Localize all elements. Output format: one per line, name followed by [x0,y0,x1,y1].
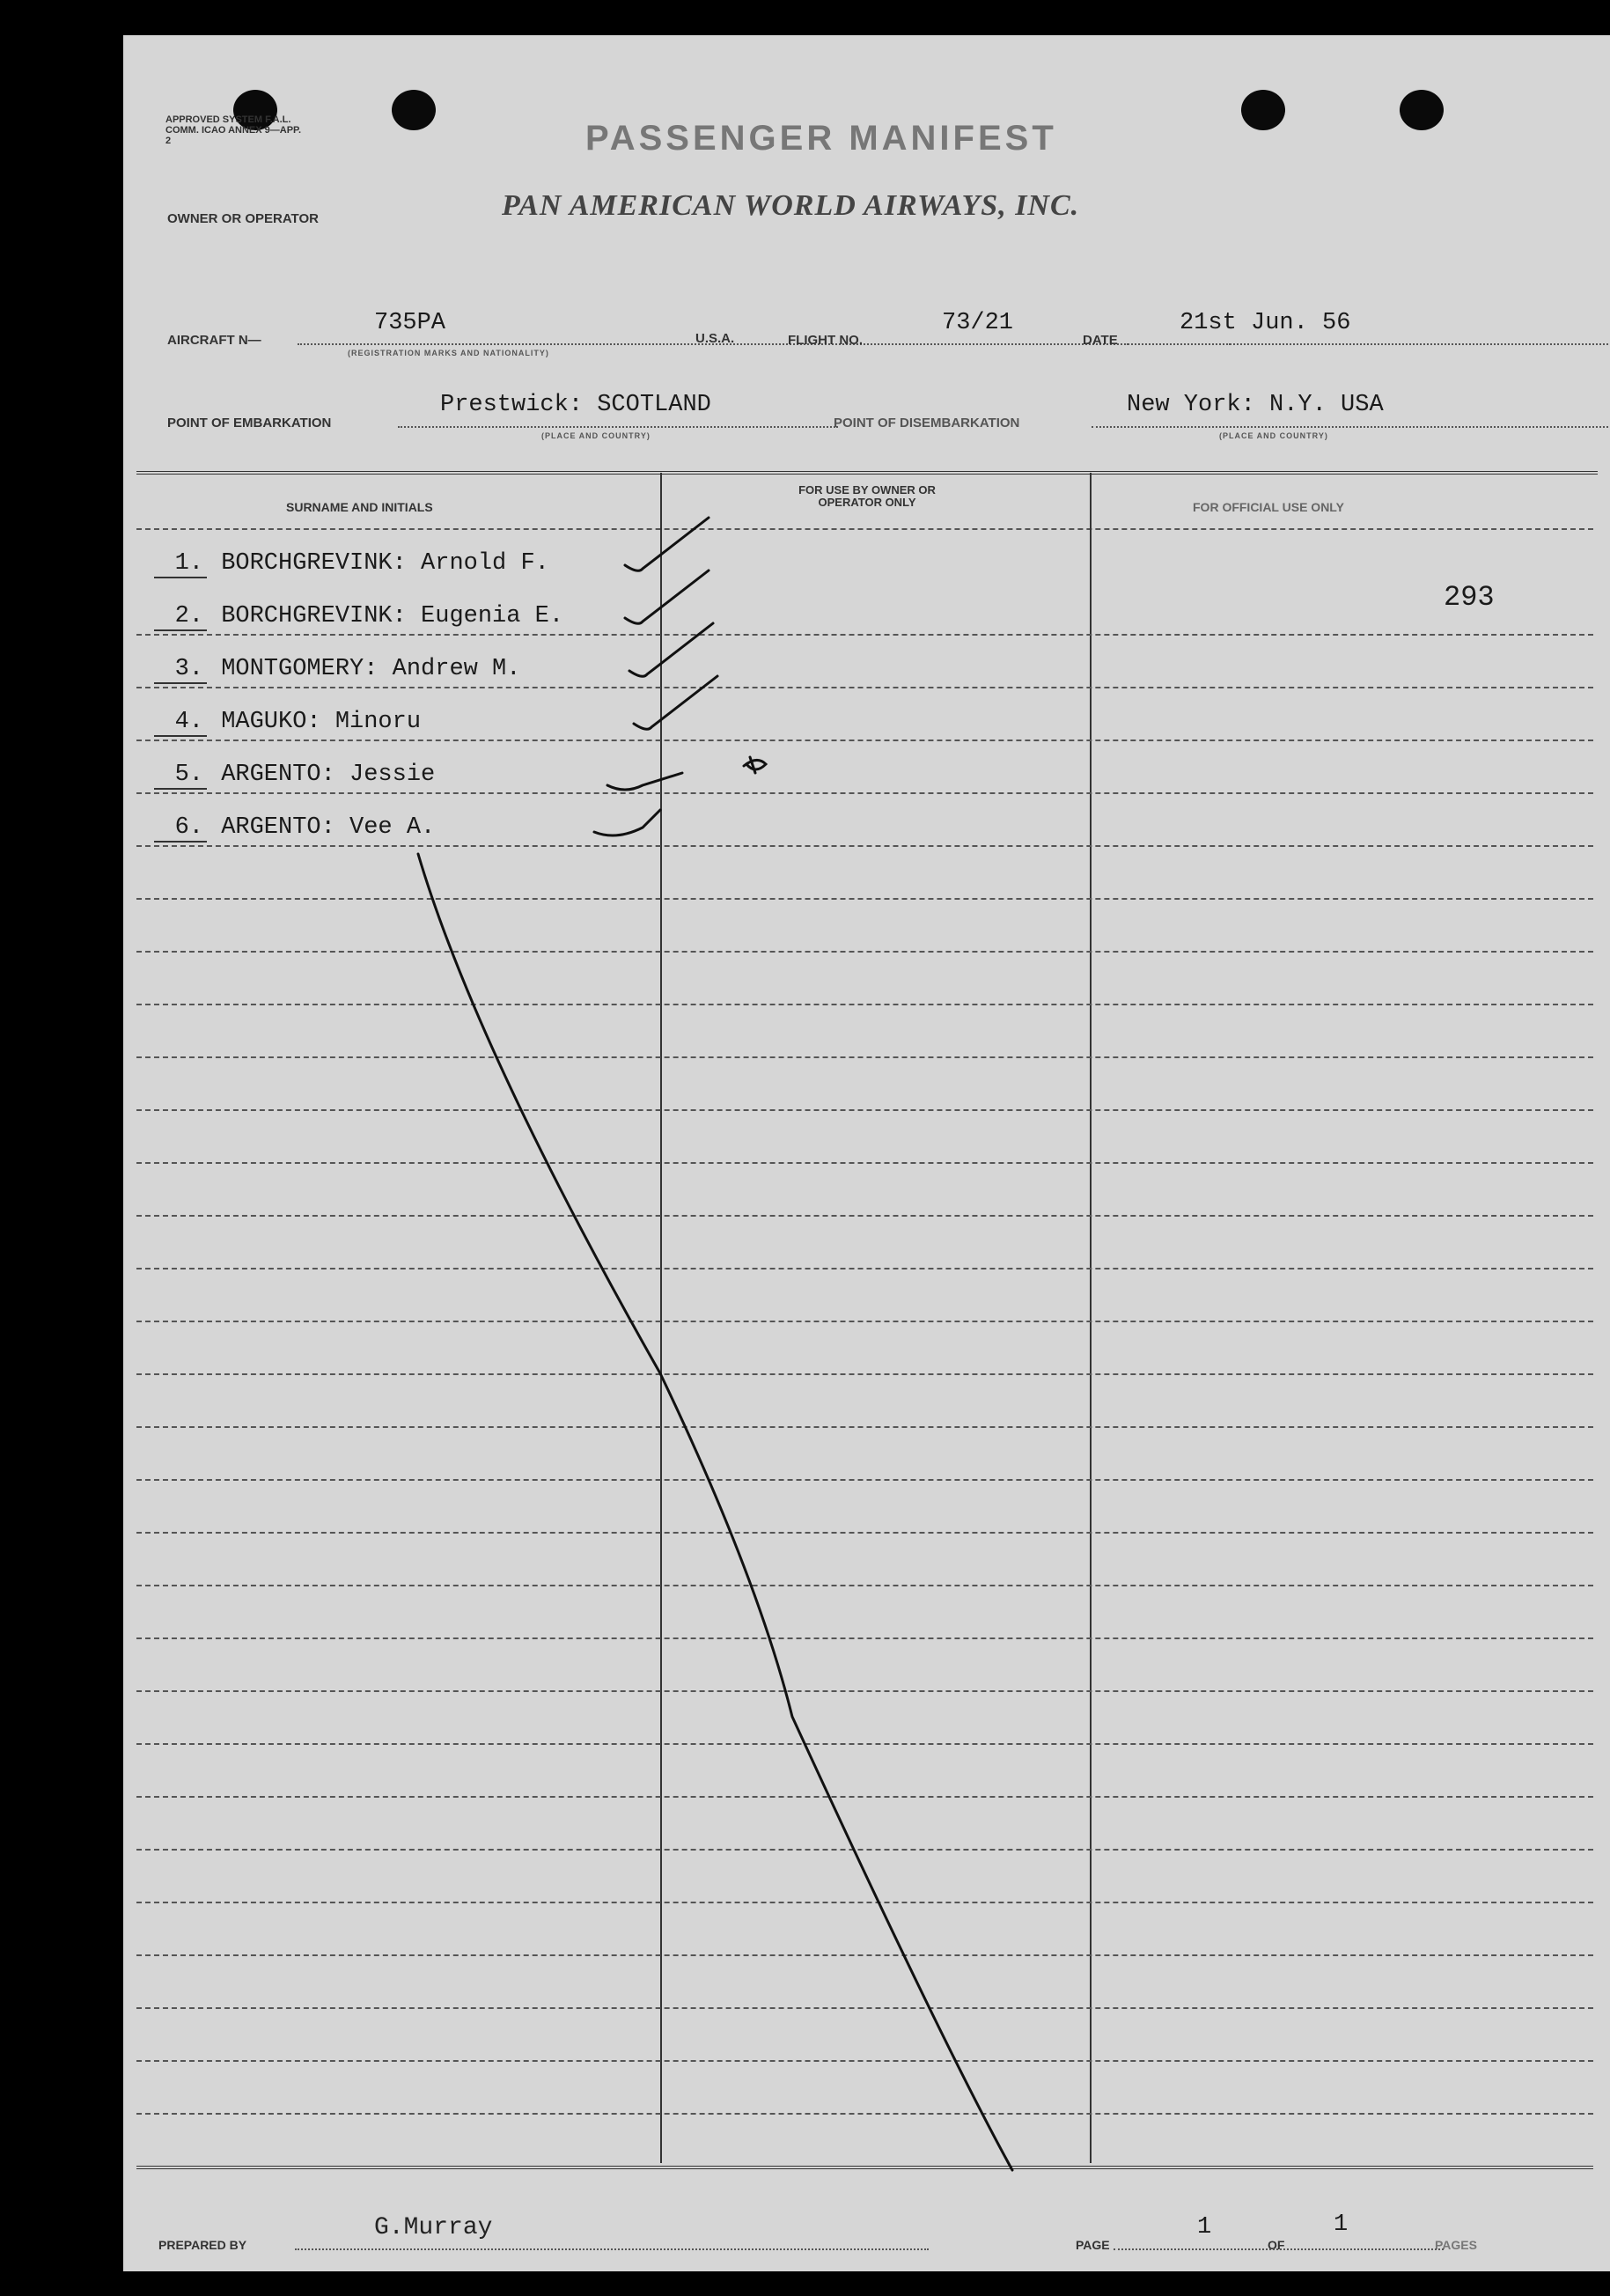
passenger-name: BORCHGREVINK: Eugenia E. [221,603,564,629]
passenger-name: MAGUKO: Minoru [221,709,422,735]
of-label: OF [1268,2238,1285,2252]
check-mark-icon [625,570,709,623]
passenger-number: 1. [154,550,207,578]
date-label: DATE [1083,333,1118,348]
check-mark-icon [629,623,713,676]
usa-label: U.S.A. [695,331,735,346]
passenger-name: ARGENTO: Vee A. [221,814,436,841]
passenger-number: 5. [154,762,207,790]
approval-stamp: APPROVED SYSTEM F.A.L. COMM. ICAO ANNEX 9—APP. 2 [165,114,302,146]
page-total: 1 [1334,2211,1349,2238]
aircraft-value: 735PA [374,310,446,336]
passenger-name: ARGENTO: Jessie [221,762,436,788]
passenger-number: 4. [154,709,207,737]
disembarkation-label: POINT OF DISEMBARKATION [834,416,1020,430]
flight-value: 73/21 [942,310,1014,336]
column-header-official: FOR OFFICIAL USE ONLY [1193,500,1344,514]
column-header-names: SURNAME AND INITIALS [286,500,433,514]
page-number: 1 [1197,2214,1212,2241]
date-value: 21st Jun. 56 [1180,310,1351,336]
check-mark-icon [594,810,660,835]
check-mark-icon [625,518,709,570]
embarkation-note: (PLACE AND COUNTRY) [541,431,651,440]
cancel-line [418,854,1012,2170]
disembarkation-value: New York: N.Y. USA [1127,392,1384,418]
passenger-number: 2. [154,603,207,631]
registration-note: (REGISTRATION MARKS AND NATIONALITY) [348,349,549,357]
disembarkation-note: (PLACE AND COUNTRY) [1219,431,1328,440]
aircraft-label: AIRCRAFT N— [167,333,261,348]
flight-label: FLIGHT NO. [788,333,863,348]
pages-label: PAGES [1435,2238,1477,2252]
embarkation-value: Prestwick: SCOTLAND [440,392,711,418]
passenger-number: 6. [154,814,207,843]
column-header-owner: FOR USE BY OWNER OR OPERATOR ONLY [798,483,936,509]
official-number: 293 [1444,581,1495,614]
passenger-number: 3. [154,656,207,684]
scribble-mark [744,757,766,773]
prepared-label: PREPARED BY [158,2238,247,2252]
embarkation-label: POINT OF EMBARKATION [167,416,332,430]
operator-name: PAN AMERICAN WORLD AIRWAYS, INC. [502,189,1080,222]
prepared-by: G.Murray [374,2214,493,2241]
owner-label: OWNER OR OPERATOR [167,211,319,226]
passenger-name: MONTGOMERY: Andrew M. [221,656,521,682]
passenger-name: BORCHGREVINK: Arnold F. [221,550,549,577]
manifest-page [123,35,1610,2271]
page-title: PASSENGER MANIFEST [585,119,1057,158]
check-mark-icon [607,773,682,790]
check-mark-icon [634,676,717,729]
page-label: PAGE [1076,2238,1110,2252]
handwritten-marks [123,35,1610,2271]
